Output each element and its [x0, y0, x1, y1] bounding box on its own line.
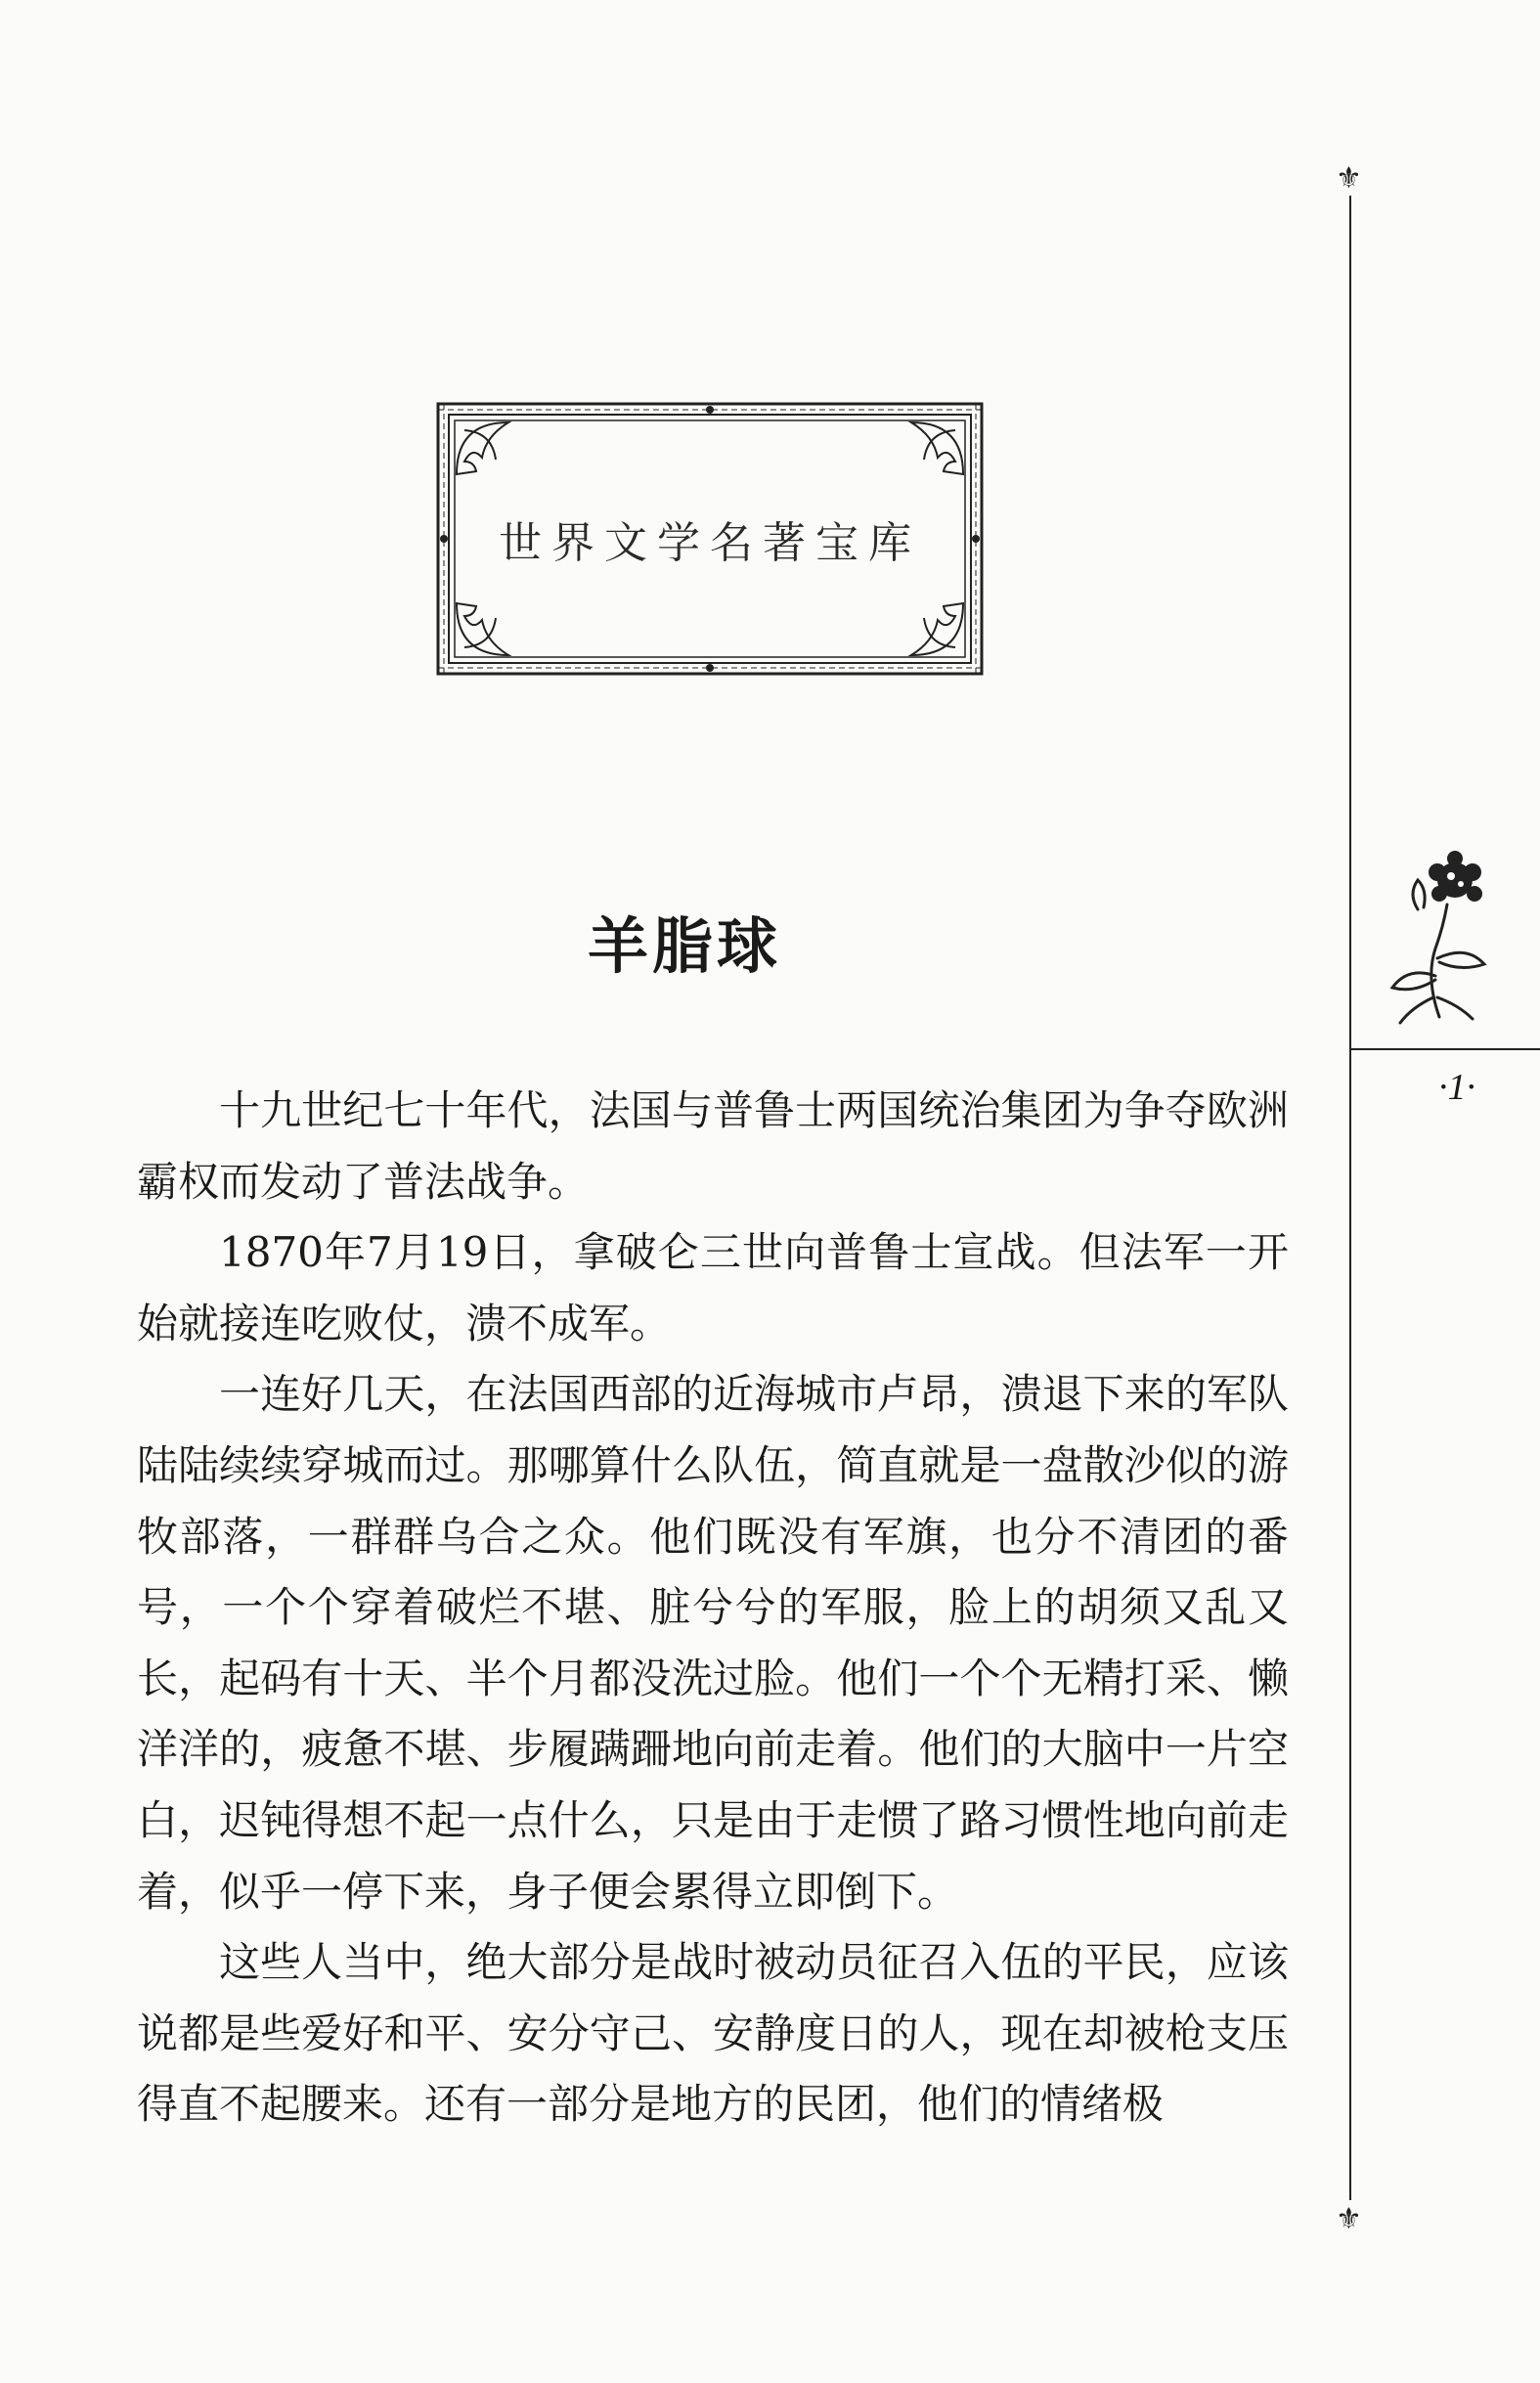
paragraph: 一连好几天，在法国西部的近海城市卢昂，溃退下来的军队陆陆续续穿城而过。那哪算什么队伍，简直就是一盘散沙似的游牧部落，一群群乌合之众。他们既没有军旗，也分不清团的番号，一个个穿着破烂不堪、脏兮兮的军服，脸上的胡须又乱又长，起码有十天、半个月都没洗过脸。他们一个个无精打采、懒洋洋的，疲惫不堪、步履蹒跚地向前走着。他们的大脑中一片空白，迟钝得想不起一点什么，只是由于走惯了路习惯性地向前走着，似乎一停下来，身子便会累得立即倒下。 [137, 1370, 1289, 1916]
flower-icon [1379, 851, 1506, 1031]
page-number-rule [1349, 1048, 1540, 1050]
page-number: ·1· [1438, 1067, 1475, 1108]
paragraph: 十九世纪七十年代，法国与普鲁士两国统治集团为争夺欧洲霸权而发动了普法战争。 [137, 1086, 1289, 1206]
paragraph: 这些人当中，绝大部分是战时被动员征召入伍的平民，应该说都是些爱好和平、安分守己、安静度日的人，现在却被枪支压得直不起腰来。还有一部分是地方的民团，他们的情绪极 [137, 1938, 1289, 2129]
series-title: 世界文学名著宝库 [499, 518, 921, 568]
margin-rule [1349, 196, 1351, 2200]
fleur-icon: ⚜ [1336, 161, 1362, 196]
body-text [137, 1076, 1289, 2140]
fleur-icon: ⚜ [1336, 2202, 1362, 2236]
chapter-title: 羊脂球 [587, 910, 781, 982]
paragraph: 1870年7月19日，拿破仑三世向普鲁士宣战。但法军一开始就接连吃败仗，溃不成军。 [137, 1228, 1289, 1347]
series-title-frame [435, 401, 985, 677]
